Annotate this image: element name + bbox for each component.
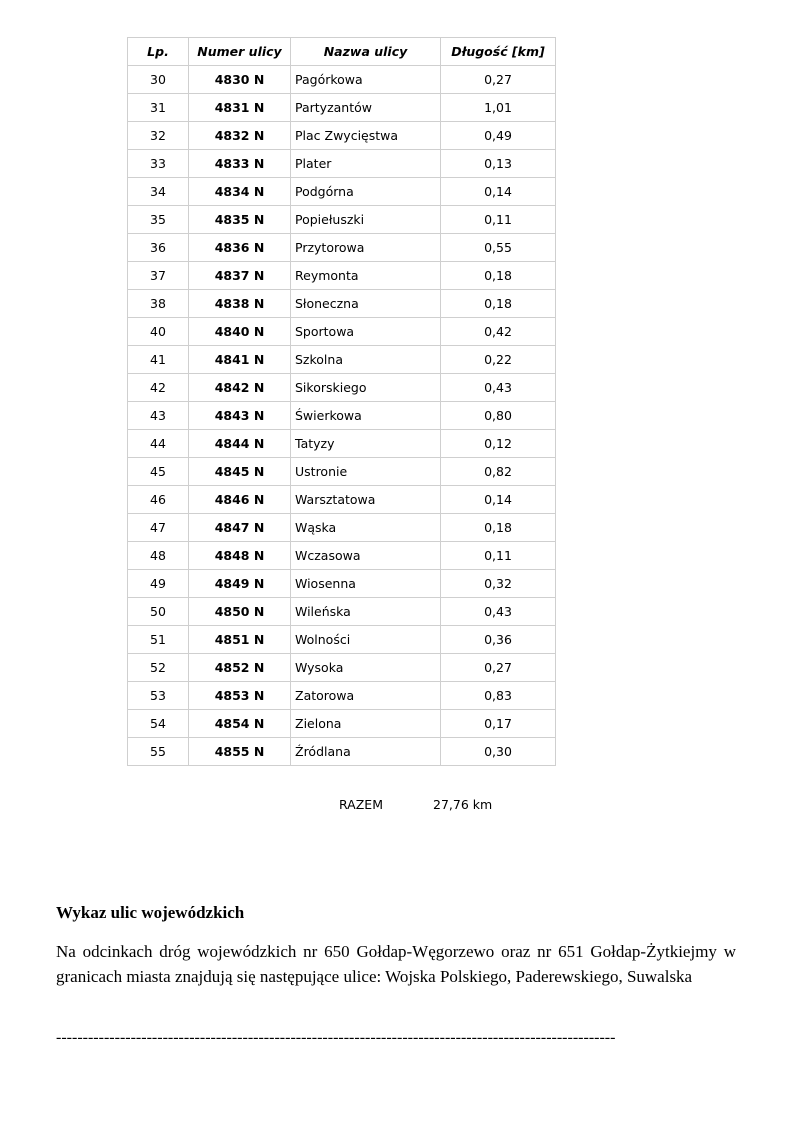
cell-dlugosc: 0,27 [441,66,556,94]
cell-numer-ulicy: 4836 N [189,234,291,262]
table-row [128,402,556,430]
cell-nazwa-ulicy: Źródlana [291,738,441,766]
cell-lp: 54 [128,710,189,738]
cell-dlugosc: 0,18 [441,290,556,318]
cell-dlugosc: 0,11 [441,542,556,570]
cell-lp: 47 [128,514,189,542]
cell-numer-ulicy: 4842 N [189,374,291,402]
cell-lp: 53 [128,682,189,710]
cell-numer-ulicy: 4843 N [189,402,291,430]
table-header-row [128,38,556,66]
cell-numer-ulicy: 4840 N [189,318,291,346]
table-row [128,514,556,542]
table-row [128,122,556,150]
cell-nazwa-ulicy: Reymonta [291,262,441,290]
total-label: RAZEM [339,797,383,812]
streets-table [127,37,556,766]
dashed-divider: --------------------------------------------------------------------------------------------------------- [56,1029,616,1046]
cell-numer-ulicy: 4845 N [189,458,291,486]
total-value: 27,76 km [433,797,493,812]
section-title: Wykaz ulic wojewódzkich [56,903,245,922]
table-row [128,542,556,570]
cell-lp: 33 [128,150,189,178]
cell-numer-ulicy: 4852 N [189,654,291,682]
cell-dlugosc: 0,18 [441,514,556,542]
table-row [128,94,556,122]
cell-numer-ulicy: 4849 N [189,570,291,598]
cell-dlugosc: 0,55 [441,234,556,262]
header-nazwa-ulicy: Nazwa ulicy [291,38,441,66]
cell-dlugosc: 0,14 [441,178,556,206]
cell-nazwa-ulicy: Zielona [291,710,441,738]
cell-dlugosc: 0,49 [441,122,556,150]
table-row [128,682,556,710]
cell-dlugosc: 0,30 [441,738,556,766]
cell-lp: 31 [128,94,189,122]
cell-nazwa-ulicy: Wileńska [291,598,441,626]
table-row [128,178,556,206]
cell-nazwa-ulicy: Świerkowa [291,402,441,430]
cell-lp: 46 [128,486,189,514]
cell-numer-ulicy: 4844 N [189,430,291,458]
table-row [128,66,556,94]
cell-nazwa-ulicy: Zatorowa [291,682,441,710]
cell-numer-ulicy: 4847 N [189,514,291,542]
cell-lp: 43 [128,402,189,430]
cell-dlugosc: 0,42 [441,318,556,346]
table-row [128,710,556,738]
cell-lp: 44 [128,430,189,458]
cell-numer-ulicy: 4838 N [189,290,291,318]
header-dlugosc: Długość [km] [441,38,556,66]
table-row [128,626,556,654]
cell-dlugosc: 0,82 [441,458,556,486]
table-row [128,346,556,374]
table-row [128,290,556,318]
table-row [128,318,556,346]
cell-lp: 30 [128,66,189,94]
cell-numer-ulicy: 4841 N [189,346,291,374]
cell-numer-ulicy: 4854 N [189,710,291,738]
cell-numer-ulicy: 4851 N [189,626,291,654]
cell-numer-ulicy: 4832 N [189,122,291,150]
cell-nazwa-ulicy: Partyzantów [291,94,441,122]
table-row [128,206,556,234]
table-row [128,598,556,626]
cell-numer-ulicy: 4834 N [189,178,291,206]
cell-nazwa-ulicy: Wolności [291,626,441,654]
cell-nazwa-ulicy: Tatyzy [291,430,441,458]
cell-lp: 45 [128,458,189,486]
cell-nazwa-ulicy: Przytorowa [291,234,441,262]
cell-lp: 36 [128,234,189,262]
cell-lp: 38 [128,290,189,318]
cell-lp: 52 [128,654,189,682]
cell-numer-ulicy: 4833 N [189,150,291,178]
cell-dlugosc: 0,12 [441,430,556,458]
cell-nazwa-ulicy: Popiełuszki [291,206,441,234]
cell-dlugosc: 1,01 [441,94,556,122]
cell-numer-ulicy: 4848 N [189,542,291,570]
header-lp: Lp. [128,38,189,66]
cell-dlugosc: 0,17 [441,710,556,738]
cell-lp: 37 [128,262,189,290]
cell-numer-ulicy: 4831 N [189,94,291,122]
cell-dlugosc: 0,22 [441,346,556,374]
cell-nazwa-ulicy: Wąska [291,514,441,542]
cell-lp: 34 [128,178,189,206]
table-row [128,234,556,262]
table-row [128,738,556,766]
cell-nazwa-ulicy: Plac Zwycięstwa [291,122,441,150]
table-body [128,66,556,766]
cell-dlugosc: 0,27 [441,654,556,682]
cell-nazwa-ulicy: Sikorskiego [291,374,441,402]
table-row [128,486,556,514]
cell-nazwa-ulicy: Wczasowa [291,542,441,570]
cell-nazwa-ulicy: Sportowa [291,318,441,346]
cell-nazwa-ulicy: Warsztatowa [291,486,441,514]
table-row [128,150,556,178]
section-paragraph: Na odcinkach dróg wojewódzkich nr 650 Gołdap-Węgorzewo oraz nr 651 Gołdap-Żytkiejmy w granicach miasta znajdują się następujące ulice: Wojska Polskiego, Paderewskiego, Suwalska [56,942,736,986]
table-row [128,374,556,402]
header-numer-ulicy: Numer ulicy [189,38,291,66]
cell-lp: 51 [128,626,189,654]
cell-lp: 40 [128,318,189,346]
cell-dlugosc: 0,13 [441,150,556,178]
cell-dlugosc: 0,32 [441,570,556,598]
cell-nazwa-ulicy: Wiosenna [291,570,441,598]
cell-numer-ulicy: 4846 N [189,486,291,514]
cell-numer-ulicy: 4835 N [189,206,291,234]
cell-nazwa-ulicy: Plater [291,150,441,178]
cell-lp: 35 [128,206,189,234]
cell-numer-ulicy: 4850 N [189,598,291,626]
cell-numer-ulicy: 4853 N [189,682,291,710]
table-row [128,430,556,458]
cell-dlugosc: 0,11 [441,206,556,234]
cell-dlugosc: 0,18 [441,262,556,290]
cell-lp: 41 [128,346,189,374]
cell-nazwa-ulicy: Szkolna [291,346,441,374]
cell-dlugosc: 0,80 [441,402,556,430]
cell-dlugosc: 0,14 [441,486,556,514]
cell-lp: 48 [128,542,189,570]
table-row [128,262,556,290]
cell-nazwa-ulicy: Słoneczna [291,290,441,318]
cell-lp: 32 [128,122,189,150]
cell-nazwa-ulicy: Ustronie [291,458,441,486]
cell-lp: 42 [128,374,189,402]
table-row [128,570,556,598]
cell-lp: 50 [128,598,189,626]
cell-lp: 55 [128,738,189,766]
cell-nazwa-ulicy: Podgórna [291,178,441,206]
cell-nazwa-ulicy: Wysoka [291,654,441,682]
cell-lp: 49 [128,570,189,598]
cell-numer-ulicy: 4837 N [189,262,291,290]
cell-dlugosc: 0,43 [441,374,556,402]
table-row [128,458,556,486]
cell-dlugosc: 0,43 [441,598,556,626]
cell-dlugosc: 0,36 [441,626,556,654]
cell-numer-ulicy: 4830 N [189,66,291,94]
cell-nazwa-ulicy: Pagórkowa [291,66,441,94]
cell-dlugosc: 0,83 [441,682,556,710]
cell-numer-ulicy: 4855 N [189,738,291,766]
table-row [128,654,556,682]
